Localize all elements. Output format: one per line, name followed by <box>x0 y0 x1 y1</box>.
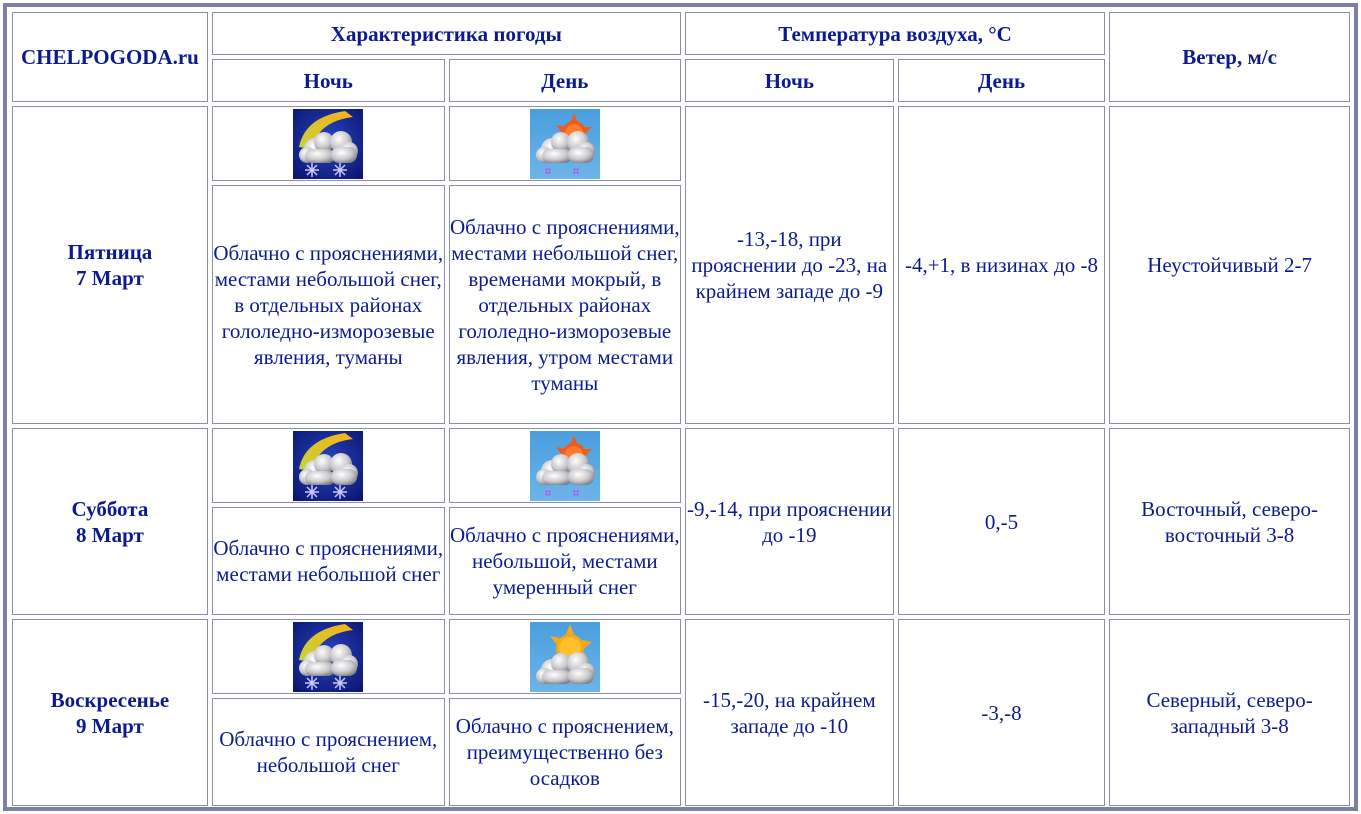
forecast-row-day3 <box>12 619 1350 694</box>
header-weather-night: Ночь <box>212 59 445 102</box>
date-cell <box>12 428 208 615</box>
day-icon-cell <box>449 106 681 181</box>
moon-cloud-snow-icon <box>293 431 363 501</box>
weekday: Пятница <box>67 240 153 264</box>
night-description: Облачно с прояснениями, местами небольшой снег, в отдельных районах гололедно-изморозевые явления, туманы <box>212 185 445 424</box>
moon-cloud-snow-icon <box>293 109 363 179</box>
night-icon-cell <box>212 619 445 694</box>
date-cell <box>12 619 208 806</box>
header-temp-day: День <box>898 59 1105 102</box>
sun-cloud-icon <box>530 622 600 692</box>
date-cell <box>12 106 208 424</box>
header-temp-night: Ночь <box>685 59 894 102</box>
header-weather-characteristics: Характеристика погоды <box>212 12 681 55</box>
header-weather-day: День <box>449 59 681 102</box>
date: 7 Март <box>76 266 144 290</box>
night-description: Облачно с прояснениями, местами небольшой снег <box>212 507 445 615</box>
wind-cell: Неустойчивый 2-7 <box>1109 106 1350 424</box>
wind-cell: Северный, северо-западный 3-8 <box>1109 619 1350 806</box>
date: 9 Март <box>76 713 144 738</box>
night-icon-cell <box>212 106 445 181</box>
sun-cloud-snow-icon <box>530 431 600 501</box>
night-description: Облачно с прояснением, небольшой снег <box>212 698 445 806</box>
moon-cloud-snow-icon <box>293 622 363 692</box>
temp-night-cell: -9,-14, при прояснении до -19 <box>685 428 894 615</box>
header-air-temperature: Температура воздуха, °С <box>685 12 1105 55</box>
temp-night-cell: -13,-18, при прояснении до -23, на крайнем западе до -9 <box>685 106 894 424</box>
wind-cell: Восточный, северо-восточный 3-8 <box>1109 428 1350 615</box>
temp-day-cell: -3,-8 <box>898 619 1105 806</box>
day-description: Облачно с прояснениями, небольшой, местами умеренный снег <box>449 507 681 615</box>
night-icon-cell <box>212 428 445 503</box>
day-icon-cell <box>449 428 681 503</box>
temp-day-cell: -4,+1, в низинах до -8 <box>898 106 1105 424</box>
temp-night-cell: -15,-20, на крайнем западе до -10 <box>685 619 894 806</box>
weekday: Воскресенье <box>50 687 170 712</box>
temp-day-cell: 0,-5 <box>898 428 1105 615</box>
weekday: Суббота <box>71 496 149 521</box>
day-description: Облачно с прояснением, преимущественно без осадков <box>449 698 681 806</box>
forecast-row-day2 <box>12 428 1350 503</box>
forecast-frame <box>3 3 1358 811</box>
forecast-table <box>8 8 1354 810</box>
forecast-row-day1 <box>12 106 1350 181</box>
day-icon-cell <box>449 619 681 694</box>
date: 8 Март <box>76 522 144 547</box>
day-description: Облачно с прояснениями, местами небольшой снег, временами мокрый, в отдельных районах гололедно-изморозевые явления, утром местами туманы <box>449 185 681 424</box>
sun-cloud-snow-icon <box>530 109 600 179</box>
site-brand: CHELPOGODA.ru <box>12 12 208 102</box>
header-wind: Ветер, м/с <box>1109 12 1350 102</box>
